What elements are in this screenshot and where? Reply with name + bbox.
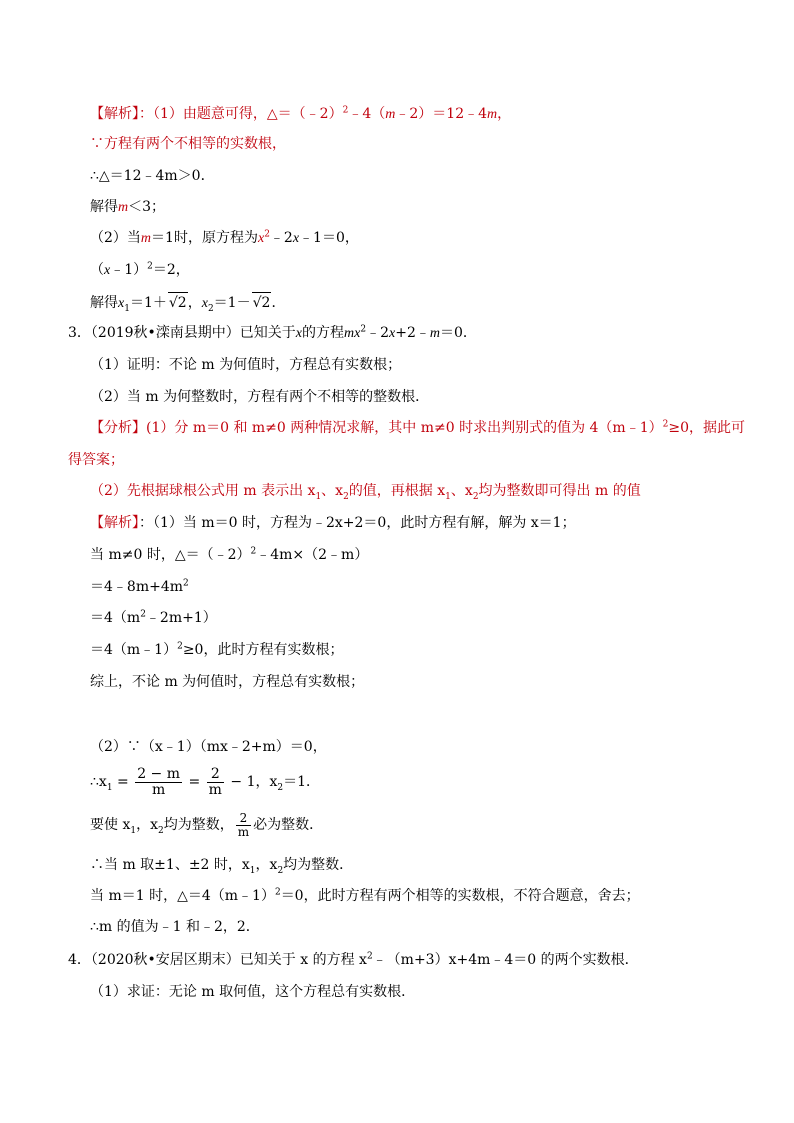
solution-b-line-4: $=4(m^2﹣2m+1)$ — [90, 609, 217, 626]
question-3: 3．（2019秋•滦南县期中）已知关于x的方程$mx^2﹣2x+2﹣m=0$． — [68, 324, 477, 341]
solution-c-line-2: $\therefore x_1$ = $\frac{2 - m}{m}$ = $\frac{2}{m}$ − 1，$x_2=1$． — [90, 765, 321, 798]
solution-tag: 【解析】 — [90, 515, 139, 531]
solution-line-7: 解得$x_1=1+ √2$，$x_2=1- √2$． — [90, 292, 285, 314]
solution-line-6: （x﹣1）$^2$＝2， — [90, 261, 190, 278]
question-4-part-1: （1）求证：无论 m 取何值，这个方程总有实数根． — [90, 984, 416, 1000]
solution-line-3: ∴△＝12﹣4m＞0． — [90, 168, 215, 184]
solution-c-line-5: 当 m＝1 时，△＝4（m﹣1）$^2$＝0，此时方程有两个相等的实数根，不符合题意，舍去； — [90, 887, 640, 904]
solution-line-5: （2）当m＝1时，原方程为$x^2﹣2x﹣1=0$， — [90, 229, 359, 246]
solution-line-4: 解得m＜3； — [90, 199, 166, 215]
analysis-tag: 【分析】 — [90, 420, 146, 436]
question-4: 4．（2020秋•安居区期末）已知关于 x 的方程 $x^2﹣(m+3)x+4m﹣4=0$ 的两个实数根． — [68, 951, 639, 968]
sqrt-symbol: √2 — [168, 292, 188, 313]
solution-line-2: ∵方程有两个不相等的实数根， — [90, 136, 286, 152]
analysis-line-1: 【分析】(1）分 m＝0 和 m≠0 两种情况求解，其中 m≠0 时求出判别式的值为 4（m﹣1）$^2$≥0，据此可 — [90, 419, 745, 436]
solution-line-1: 【解析】：（1）由题意可得，△＝（﹣2）$^2$﹣4（m﹣2）＝12﹣4m， — [90, 105, 512, 122]
solution-b-line-5: ＝4（m﹣1）$^2$≥0，此时方程有实数根； — [90, 641, 344, 658]
solution-c-line-3: 要使 $x_1$，$x_2$均为整数， $\frac{2}{m}$ 必为整数． — [90, 810, 324, 839]
fraction: $\frac{2 - m}{m}$ — [137, 765, 181, 798]
analysis-line-3: （2）先根据球根公式用 m 表示出 $x_1$、$x_2$的值，再根据 $x_1$、$x_2$均为整数即可得出 m 的值 — [90, 483, 641, 502]
solution-b-line-6: 综上，不论 m 为何值时，方程总有实数根； — [90, 674, 365, 690]
solution-c-line-1: （2）∵（x﹣1）（mx﹣2+m）＝0， — [90, 739, 327, 755]
sqrt-symbol: √2 — [252, 292, 272, 313]
solution-c-line-4: ∴当 m 取±1、±2 时，$x_1$，$x_2$均为整数． — [90, 857, 354, 876]
solution-b-line-3: $=4﹣8m+4m^2$ — [90, 578, 189, 595]
solution-b-line-1: 【解析】：（1）当 m＝0 时，方程为﹣2x+2＝0，此时方程有解，解为 x＝1； — [90, 515, 576, 531]
fraction: $\frac{2}{m}$ — [208, 765, 222, 798]
solution-b-line-2: 当 m≠0 时，△＝（﹣2）$^2$﹣4m×（2﹣m） — [90, 546, 369, 563]
solution-tag: 【解析】 — [90, 106, 139, 122]
question-3-part-1: （1）证明：不论 m 为何值时，方程总有实数根； — [90, 357, 402, 373]
fraction: $\frac{2}{m}$ — [237, 810, 250, 839]
solution-c-line-6: ∴m 的值为﹣1 和﹣2，2． — [90, 919, 260, 935]
analysis-line-2: 得答案； — [68, 452, 124, 468]
question-3-part-2: （2）当 m 为何整数时，方程有两个不相等的整数根． — [90, 389, 430, 405]
